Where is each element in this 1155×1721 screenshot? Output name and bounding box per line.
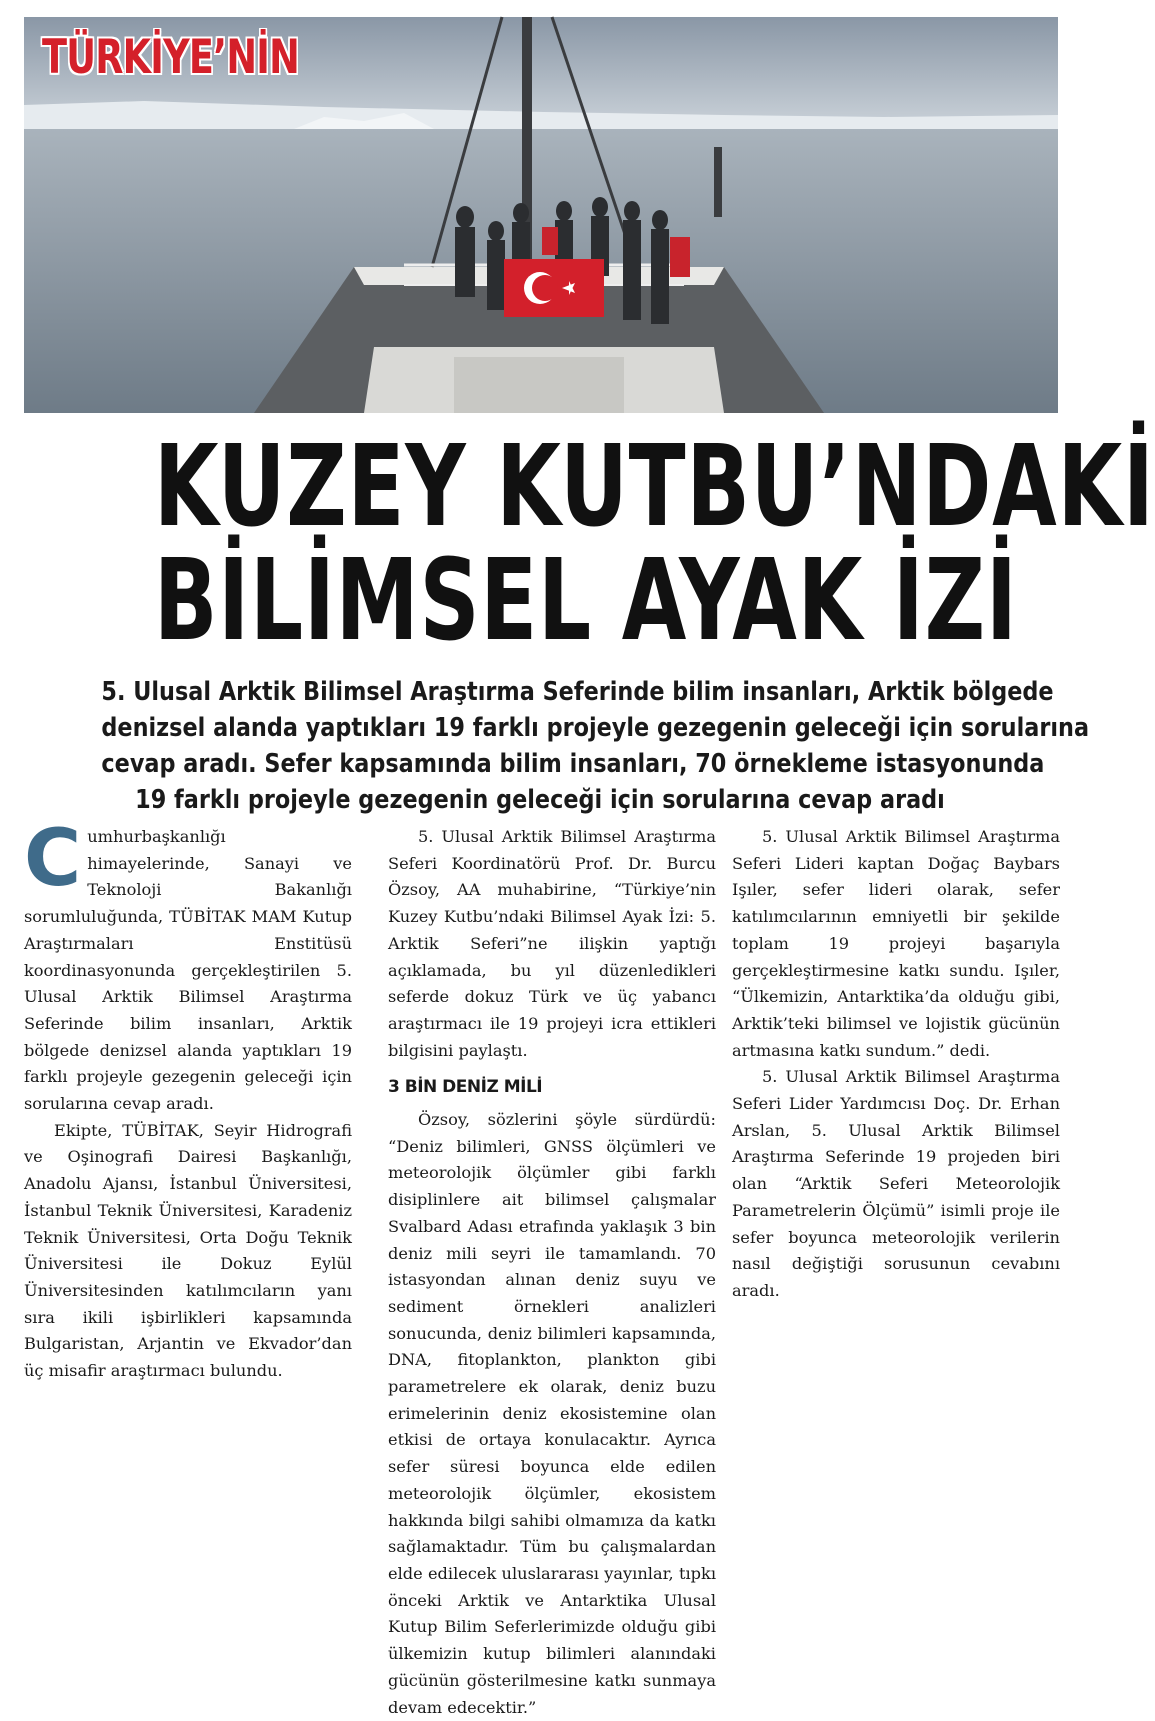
column-1 — [24, 814, 352, 1385]
spot-text — [30, 674, 1090, 818]
paragraph-6: 5. Ulusal Arktik Bilimsel Araştırma Seferi Lider Yardımcısı Doç. Dr. Erhan Arslan, 5. Ulusal Arktik Bilimsel Araştırma Seferinde 19 projeden biri olan “Arktik Seferi Meteorolojik Parametrelerin Ölçümü” isimli proje ile sefer boyunca meteorolojik verilerin nasıl değiştiği sorusunun cevabını aradı. — [732, 1067, 1060, 1300]
turkish-flag-icon — [504, 259, 604, 317]
paragraph-3: 5. Ulusal Arktik Bilimsel Araştırma Seferi Koordinatörü Prof. Dr. Burcu Özsoy, AA muhabirine, “Türkiye’nin Kuzey Kutbu’ndaki Bilimsel Ayak İzi: 5. Arktik Seferi”ne ilişkin yaptığı açıklamada, bu yıl düzenledikleri seferde dokuz Türk ve üç yabancı araştırmacı ile 19 projeyi icra ettikleri bilgisini paylaştı. — [388, 827, 716, 1060]
headline — [22, 422, 1155, 666]
spot-line-2: denizsel alanda yaptıkları 19 farklı projeyle gezegenin geleceği için sorularına — [101, 713, 1090, 743]
article-body — [24, 814, 1060, 1717]
spot-line-4: 19 farklı projeyle gezegenin geleceği için sorularına cevap aradı — [135, 785, 945, 815]
paragraph-2: Ekipte, TÜBİTAK, Seyir Hidrografi ve Oşinografi Dairesi Başkanlığı, Anadolu Ajansı, İstanbul Üniversitesi, İstanbul Teknik Üniversitesi, Karadeniz Teknik Üniversitesi, Orta Doğu Teknik Üniversitesi ile Dokuz Eylül Üniversitesinden katılımcıların yanı sıra ikili işbirlikleri kapsamında Bulgaristan, Arjantin ve Ekvador’dan üç misafir araştırmacı bulundu. — [24, 1120, 352, 1381]
spot-line-1: 5. Ulusal Arktik Bilimsel Araştırma Seferinde bilim insanları, Arktik bölgede — [101, 677, 1054, 707]
paragraph-1 — [24, 814, 352, 1118]
column-3 — [732, 824, 1060, 1305]
subheading: 3 BİN DENİZ MİLİ — [388, 1077, 543, 1098]
paragraph-4: Özsoy, sözlerini şöyle sürdürdü: “Deniz bilimleri, GNSS ölçümleri ve meteorolojik ölçümler gibi farklı disiplinlere ait bilimsel çalışmalar Svalbard Adası etrafında yaklaşık 3 bin deniz mili seyri ile tamamlandı. 70 istasyondan alınan deniz suyu ve sediment örnekleri analizleri sonucunda, deniz bilimleri kapsamında, DNA, fitoplankton, plankton gibi parametrelere ek olarak, deniz buzu erimelerinin deniz ekosistemine olan etkisi de ortaya konulacaktır. Ayrıca sefer süresi boyunca elde edilen meteorolojik ölçümler, ekosistem hakkında bilgi sahibi olmamıza da katkı sağlamaktadır. Tüm bu çalışmalardan elde edilecek uluslararası yayınlar, tıpkı önceki Arktik ve Antarktika Ulusal Kutup Bilim Seferlerimizde olduğu gibi ülkemizin kutup bilimleri alanındaki gücünün gösterilmesine katkı sunmaya devam edecektir.” — [388, 1110, 716, 1717]
drop-cap: C — [24, 814, 82, 904]
section-tag: TÜRKİYE’NİN — [42, 30, 299, 85]
paragraph-1-text: umhurbaşkanlığı himayelerinde, Sanayi ve Teknoloji Bakanlığı sorumluluğunda, TÜBİTAK MAM Kutup Araştırmaları Enstitüsü koordinasyonunda gerçekleştirilen 5. Ulusal Arktik Bilimsel Araştırma Seferinde bilim insanları, Arktik bölgede denizsel alanda yaptıkları 19 farklı projeyle gezegenin geleceği için sorularına cevap aradı. — [24, 827, 352, 1114]
spot-line-3: cevap aradı. Sefer kapsamında bilim insanları, 70 örnekleme istasyonunda — [101, 749, 1045, 779]
headline-line-1: KUZEY KUTBU’NDAKİ — [153, 422, 1155, 552]
column-2 — [388, 824, 716, 1717]
paragraph-5: 5. Ulusal Arktik Bilimsel Araştırma Seferi Lideri kaptan Doğaç Baybars Işıler, sefer lideri olarak, sefer katılımcılarının emniyetli bir şekilde toplam 19 projeyi başarıyla gerçekleştirmesine katkı sundu. Işıler, “Ülkemizin, Antarktika’da olduğu gibi, Arktik’teki bilimsel ve lojistik gücünün artmasına katkı sundum.” dedi. — [732, 827, 1060, 1060]
headline-line-2: BİLİMSEL AYAK İZİ — [153, 536, 1018, 666]
